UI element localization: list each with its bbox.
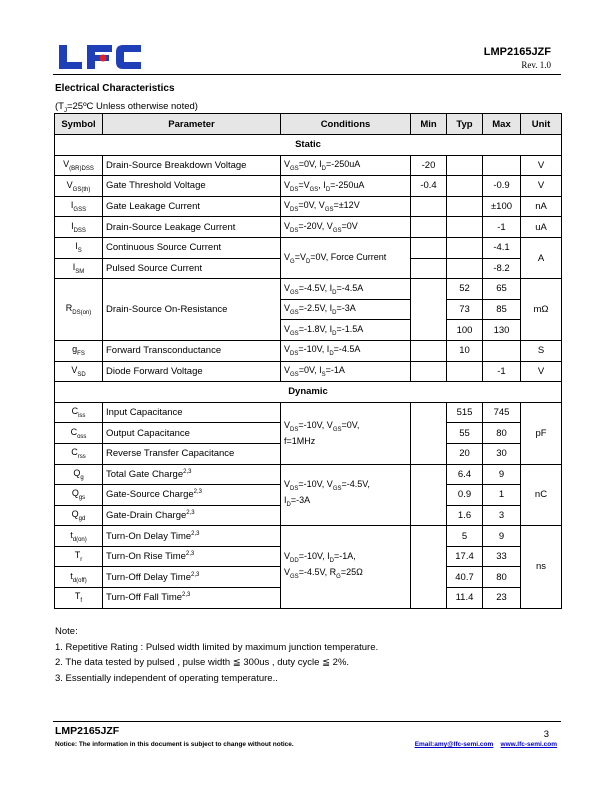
max-cell: -0.9 bbox=[483, 176, 521, 197]
parameter-cell: Output Capacitance bbox=[103, 423, 281, 444]
electrical-characteristics-table bbox=[54, 113, 562, 609]
table-row bbox=[55, 217, 562, 238]
unit-cell: V bbox=[521, 361, 562, 382]
min-cell bbox=[411, 258, 447, 279]
max-cell: -8.2 bbox=[483, 258, 521, 279]
parameter-cell: Turn-On Delay Time$^{2,3}$ bbox=[103, 526, 281, 547]
column-header-typ: Typ bbox=[447, 114, 483, 135]
footer-notice: Notice: The information in this document is subject to change without notice. bbox=[55, 741, 294, 748]
parameter-cell: Forward Transconductance bbox=[103, 340, 281, 361]
min-cell bbox=[411, 526, 447, 608]
typ-cell: 20 bbox=[447, 443, 483, 464]
unit-cell: uA bbox=[521, 217, 562, 238]
min-cell bbox=[411, 279, 447, 341]
symbol-cell: $t_{d(off)}$ bbox=[55, 567, 103, 588]
unit-cell: nA bbox=[521, 196, 562, 217]
min-cell bbox=[411, 402, 447, 464]
conditions-cell: $V_{GS}=-1.8V$, $I_D=-1.5A$ bbox=[281, 320, 411, 341]
footer-divider bbox=[53, 721, 561, 722]
typ-cell: 52 bbox=[447, 279, 483, 300]
symbol-cell: $T_f$ bbox=[55, 588, 103, 609]
max-cell: 33 bbox=[483, 546, 521, 567]
symbol-cell: $I_{SM}$ bbox=[55, 258, 103, 279]
notes-section bbox=[55, 624, 378, 686]
table-row bbox=[55, 237, 562, 258]
max-cell: ±100 bbox=[483, 196, 521, 217]
unit-cell: mΩ bbox=[521, 279, 562, 341]
conditions-cell: $V_{DS}=-10V$, $V_{GS}=-4.5V$, $I_D=-3A$ bbox=[281, 464, 411, 526]
min-cell bbox=[411, 340, 447, 361]
max-cell bbox=[483, 155, 521, 176]
max-cell: 23 bbox=[483, 588, 521, 609]
column-header-symbol: Symbol bbox=[55, 114, 103, 135]
max-cell: -1 bbox=[483, 361, 521, 382]
min-cell: -0.4 bbox=[411, 176, 447, 197]
parameter-cell: Drain-Source Leakage Current bbox=[103, 217, 281, 238]
note-item: 1. Repetitive Rating : Pulsed width limited by maximum junction temperature. bbox=[55, 641, 379, 653]
parameter-cell: Gate-Source Charge$^{2,3}$ bbox=[103, 485, 281, 506]
website-link[interactable]: www.lfc-semi.com bbox=[500, 741, 557, 748]
parameter-cell: Gate Threshold Voltage bbox=[103, 176, 281, 197]
typ-cell: 100 bbox=[447, 320, 483, 341]
typ-cell bbox=[447, 155, 483, 176]
typ-cell: 0.9 bbox=[447, 485, 483, 506]
conditions-cell: $V_{GS}=-4.5V$, $I_D=-4.5A$ bbox=[281, 279, 411, 300]
header-divider bbox=[53, 74, 561, 75]
max-cell: 65 bbox=[483, 279, 521, 300]
table-row bbox=[55, 526, 562, 547]
symbol-cell: $Q_{gd}$ bbox=[55, 505, 103, 526]
unit-cell: V bbox=[521, 155, 562, 176]
conditions-cell: $V_{DS}=-20V$, $V_{GS}=0V$ bbox=[281, 217, 411, 238]
conditions-cell: $V_{DS}=V_{GS}$, $I_D=-250uA$ bbox=[281, 176, 411, 197]
max-cell: 1 bbox=[483, 485, 521, 506]
page-number: 3 bbox=[543, 729, 549, 740]
max-cell: 9 bbox=[483, 464, 521, 485]
typ-cell: 40.7 bbox=[447, 567, 483, 588]
parameter-cell: Gate Leakage Current bbox=[103, 196, 281, 217]
parameter-cell: Drain-Source On-Resistance bbox=[103, 279, 281, 341]
table-row bbox=[55, 464, 562, 485]
table-row bbox=[55, 279, 562, 300]
symbol-cell: $C_{iss}$ bbox=[55, 402, 103, 423]
symbol-cell: $V_{(BR)DSS}$ bbox=[55, 155, 103, 176]
min-cell bbox=[411, 237, 447, 258]
table-header-row bbox=[55, 114, 562, 135]
typ-cell: 5 bbox=[447, 526, 483, 547]
parameter-cell: Gate-Drain Charge$^{2,3}$ bbox=[103, 505, 281, 526]
typ-cell: 10 bbox=[447, 340, 483, 361]
parameter-cell: Turn-On Rise Time$^{2,3}$ bbox=[103, 546, 281, 567]
part-number-footer: LMP2165JZF bbox=[55, 725, 120, 737]
max-cell: -1 bbox=[483, 217, 521, 238]
table-row bbox=[55, 176, 562, 197]
unit-cell: nC bbox=[521, 464, 562, 526]
section-label-dynamic: Dynamic bbox=[55, 382, 562, 403]
typ-cell bbox=[447, 361, 483, 382]
unit-cell: V bbox=[521, 176, 562, 197]
symbol-cell: $C_{rss}$ bbox=[55, 443, 103, 464]
max-cell: -4.1 bbox=[483, 237, 521, 258]
symbol-cell: $V_{GS(th)}$ bbox=[55, 176, 103, 197]
note-item: 3. Essentially independent of operating temperature.. bbox=[55, 672, 278, 684]
symbol-cell: $I_{DSS}$ bbox=[55, 217, 103, 238]
conditions-cell: $V_{GS}=0V$, $I_D=-250uA$ bbox=[281, 155, 411, 176]
min-cell bbox=[411, 361, 447, 382]
table-row bbox=[55, 155, 562, 176]
table-row bbox=[55, 340, 562, 361]
symbol-cell: $T_r$ bbox=[55, 546, 103, 567]
lfc-logo bbox=[57, 44, 143, 70]
unit-cell: S bbox=[521, 340, 562, 361]
symbol-cell: $V_{SD}$ bbox=[55, 361, 103, 382]
column-header-min: Min bbox=[411, 114, 447, 135]
symbol-cell: $Q_g$ bbox=[55, 464, 103, 485]
column-header-max: Max bbox=[483, 114, 521, 135]
footer-contact bbox=[415, 741, 557, 748]
parameter-cell: Turn-Off Fall Time$^{2,3}$ bbox=[103, 588, 281, 609]
typ-cell bbox=[447, 196, 483, 217]
max-cell: 130 bbox=[483, 320, 521, 341]
column-header-parameter: Parameter bbox=[103, 114, 281, 135]
table-row bbox=[55, 196, 562, 217]
unit-cell: pF bbox=[521, 402, 562, 464]
symbol-cell: $g_{FS}$ bbox=[55, 340, 103, 361]
parameter-cell: Pulsed Source Current bbox=[103, 258, 281, 279]
conditions-cell: $V_{DD}=-10V$, $I_D=-1A$, $V_{GS}=-4.5V$, $R_G=25\Omega$ bbox=[281, 526, 411, 608]
min-cell bbox=[411, 217, 447, 238]
email-link[interactable]: Email:amy@lfc-semi.com bbox=[414, 741, 494, 748]
part-number-header: LMP2165JZF bbox=[483, 46, 551, 58]
symbol-cell: $C_{oss}$ bbox=[55, 423, 103, 444]
revision-label: Rev. 1.0 bbox=[521, 60, 551, 70]
max-cell: 80 bbox=[483, 567, 521, 588]
symbol-cell: $R_{DS(on)}$ bbox=[55, 279, 103, 341]
section-row-static bbox=[55, 135, 562, 156]
max-cell: 745 bbox=[483, 402, 521, 423]
typ-cell: 1.6 bbox=[447, 505, 483, 526]
parameter-cell: Input Capacitance bbox=[103, 402, 281, 423]
parameter-cell: Total Gate Charge$^{2,3}$ bbox=[103, 464, 281, 485]
max-cell: 30 bbox=[483, 443, 521, 464]
conditions-cell: $V_G=V_D=0V$, Force Current bbox=[281, 237, 411, 278]
parameter-cell: Turn-Off Delay Time$^{2,3}$ bbox=[103, 567, 281, 588]
section-title: Electrical Characteristics bbox=[55, 83, 175, 94]
max-cell: 3 bbox=[483, 505, 521, 526]
symbol-cell: $I_S$ bbox=[55, 237, 103, 258]
conditions-cell: $V_{DS}=0V$, $V_{GS}=\pm 12V$ bbox=[281, 196, 411, 217]
max-cell bbox=[483, 340, 521, 361]
conditions-cell: $V_{DS}=-10V$, $V_{GS}=0V$, f=1MHz bbox=[281, 402, 411, 464]
section-row-dynamic bbox=[55, 382, 562, 403]
parameter-cell: Continuous Source Current bbox=[103, 237, 281, 258]
min-cell bbox=[411, 196, 447, 217]
typ-cell bbox=[447, 258, 483, 279]
parameter-cell: Drain-Source Breakdown Voltage bbox=[103, 155, 281, 176]
notes-title: Note: bbox=[55, 626, 78, 637]
unit-cell: ns bbox=[521, 526, 562, 608]
typ-cell bbox=[447, 176, 483, 197]
unit-cell: A bbox=[521, 237, 562, 278]
section-label-static: Static bbox=[55, 135, 562, 156]
min-cell: -20 bbox=[411, 155, 447, 176]
column-header-unit: Unit bbox=[521, 114, 562, 135]
parameter-cell: Reverse Transfer Capacitance bbox=[103, 443, 281, 464]
typ-cell: 515 bbox=[447, 402, 483, 423]
symbol-cell: $t_{d(on)}$ bbox=[55, 526, 103, 547]
conditions-cell: $V_{DS}=-10V$, $I_D=-4.5A$ bbox=[281, 340, 411, 361]
typ-cell: 55 bbox=[447, 423, 483, 444]
column-header-conditions: Conditions bbox=[281, 114, 411, 135]
symbol-cell: $I_{GSS}$ bbox=[55, 196, 103, 217]
max-cell: 80 bbox=[483, 423, 521, 444]
max-cell: 85 bbox=[483, 299, 521, 320]
typ-cell: 6.4 bbox=[447, 464, 483, 485]
typ-cell bbox=[447, 217, 483, 238]
typ-cell bbox=[447, 237, 483, 258]
typ-cell: 17.4 bbox=[447, 546, 483, 567]
conditions-cell: $V_{GS}=0V$, $I_S=-1A$ bbox=[281, 361, 411, 382]
symbol-cell: $Q_{gs}$ bbox=[55, 485, 103, 506]
table-row bbox=[55, 402, 562, 423]
table-row bbox=[55, 361, 562, 382]
max-cell: 9 bbox=[483, 526, 521, 547]
note-item: 2. The data tested by pulsed , pulse width ≦ 300us , duty cycle ≦ 2%. bbox=[55, 657, 350, 668]
conditions-cell: $V_{GS}=-2.5V$, $I_D=-3A$ bbox=[281, 299, 411, 320]
typ-cell: 73 bbox=[447, 299, 483, 320]
min-cell bbox=[411, 464, 447, 526]
condition-note: ($T_J=25ºC$ Unless otherwise noted) bbox=[55, 101, 198, 114]
parameter-cell: Diode Forward Voltage bbox=[103, 361, 281, 382]
typ-cell: 11.4 bbox=[447, 588, 483, 609]
